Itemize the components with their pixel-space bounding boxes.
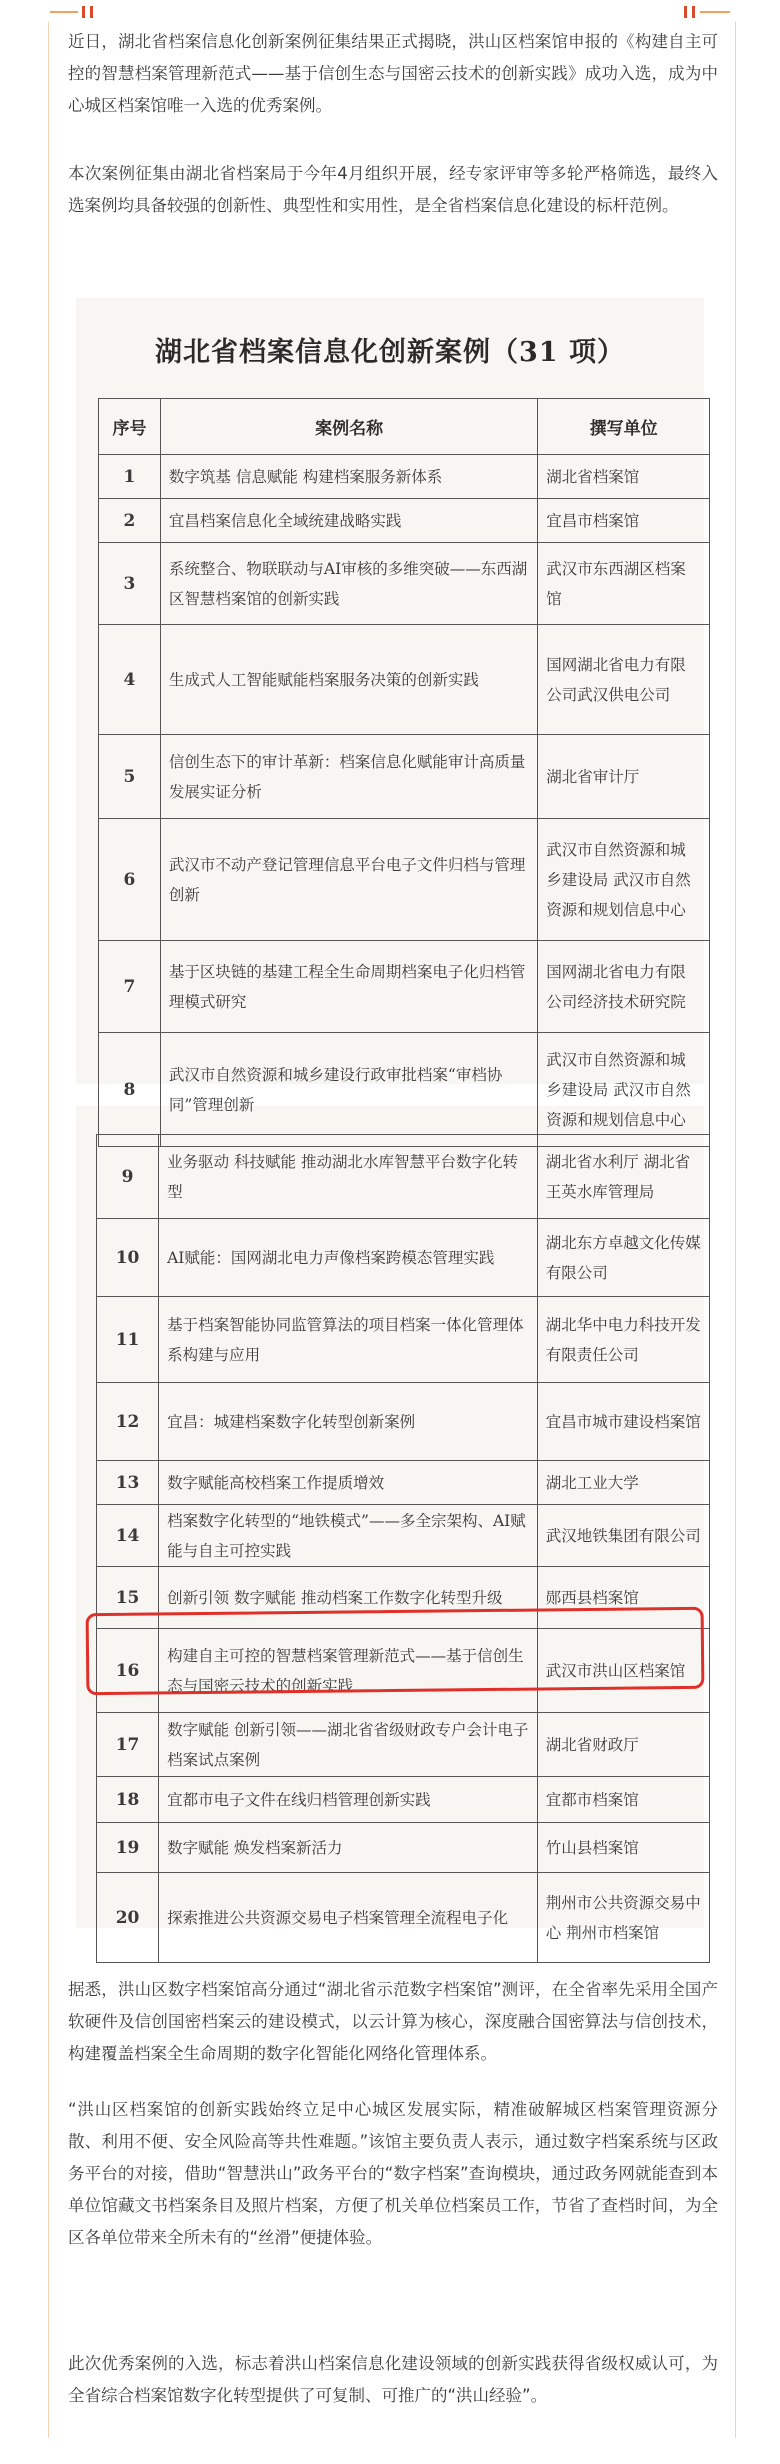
cell-unit: 国网湖北省电力有限公司武汉供电公司 (538, 625, 710, 735)
table-row (97, 1873, 710, 1963)
header-name: 案例名称 (160, 399, 537, 455)
cell-unit: 武汉市自然资源和城乡建设局 武汉市自然资源和规划信息中心 (538, 1033, 710, 1147)
cell-unit: 湖北省档案馆 (538, 455, 710, 499)
table-row (99, 819, 710, 941)
case-table-part-2 (96, 1134, 710, 1963)
ribbon-tick (82, 6, 85, 18)
table-row (99, 625, 710, 735)
cell-unit: 宜昌市档案馆 (538, 499, 710, 543)
header-ribbon (0, 0, 780, 22)
cell-unit: 湖北省水利厅 湖北省王英水库管理局 (537, 1135, 709, 1219)
cell-name: 宜昌档案信息化全域统建战略实践 (160, 499, 537, 543)
cell-unit: 湖北省财政厅 (537, 1713, 709, 1777)
cell-num: 2 (99, 499, 161, 543)
cell-num: 16 (97, 1629, 159, 1713)
ribbon-tick (684, 6, 687, 18)
table-row (99, 735, 710, 819)
cell-num: 7 (99, 941, 161, 1033)
cell-num: 11 (97, 1297, 159, 1383)
cell-num: 1 (99, 455, 161, 499)
cell-name: 基于区块链的基建工程全生命周期档案电子化归档管理模式研究 (160, 941, 537, 1033)
cell-unit: 湖北工业大学 (537, 1461, 709, 1505)
case-table-part-1 (98, 398, 710, 1147)
ribbon-line-left (50, 11, 78, 13)
cell-name: 数字筑基 信息赋能 构建档案服务新体系 (160, 455, 537, 499)
cell-name: 生成式人工智能赋能档案服务决策的创新实践 (160, 625, 537, 735)
table-row (97, 1219, 710, 1297)
cell-num: 5 (99, 735, 161, 819)
table-row (99, 455, 710, 499)
header-num: 序号 (99, 399, 161, 455)
scan-table-title: 湖北省档案信息化创新案例（31 项） (155, 337, 625, 368)
paragraph-quote: “洪山区档案馆的创新实践始终立足中心城区发展实际，精准破解城区档案管理资源分散、利用不便、安全风险高等共性难题。”该馆主要负责人表示，通过数字档案系统与区政务平台的对接，借助“智慧洪山”政务平台的“数字档案”查询模块，通过政务网就能查到本单位馆藏文书档案条目及照片档案，方便了机关单位档案员工作，节省了查档时间，为全区各单位带来全所未有的“丝滑”便捷体验。 (68, 2100, 718, 2247)
cell-unit: 郧西县档案馆 (537, 1567, 709, 1629)
cell-unit: 武汉地铁集团有限公司 (537, 1505, 709, 1567)
cell-name: AI赋能：国网湖北电力声像档案跨模态管理实践 (159, 1219, 538, 1297)
table-row (99, 499, 710, 543)
cell-unit: 竹山县档案馆 (537, 1823, 709, 1873)
cell-num: 3 (99, 543, 161, 625)
cell-unit: 荆州市公共资源交易中心 荆州市档案馆 (537, 1873, 709, 1963)
table-row (97, 1505, 710, 1567)
table-row (99, 543, 710, 625)
cell-name: 业务驱动 科技赋能 推动湖北水库智慧平台数字化转型 (159, 1135, 538, 1219)
cell-name: 构建自主可控的智慧档案管理新范式——基于信创生态与国密云技术的创新实践 (159, 1629, 538, 1713)
cell-name: 数字赋能 创新引领——湖北省省级财政专户会计电子档案试点案例 (159, 1713, 538, 1777)
cell-name: 创新引领 数字赋能 推动档案工作数字化转型升级 (159, 1567, 538, 1629)
cell-name: 武汉市不动产登记管理信息平台电子文件归档与管理创新 (160, 819, 537, 941)
table-row (97, 1297, 710, 1383)
cell-num: 13 (97, 1461, 159, 1505)
cell-name: 数字赋能高校档案工作提质增效 (159, 1461, 538, 1505)
cell-num: 8 (99, 1033, 161, 1147)
cell-unit: 武汉市洪山区档案馆 (537, 1629, 709, 1713)
ribbon-tick (90, 6, 93, 18)
cell-num: 4 (99, 625, 161, 735)
table-row (97, 1823, 710, 1873)
table-row (97, 1777, 710, 1823)
cell-num: 20 (97, 1873, 159, 1963)
cell-num: 9 (97, 1135, 159, 1219)
cell-name: 基于档案智能协同监管算法的项目档案一体化管理体系构建与应用 (159, 1297, 538, 1383)
paragraph-conclusion: 此次优秀案例的入选，标志着洪山档案信息化建设领域的创新实践获得省级权威认可，为全省综合档案馆数字化转型提供了可复制、可推广的“洪山经验”。 (68, 2354, 718, 2405)
cell-unit: 国网湖北省电力有限公司经济技术研究院 (538, 941, 710, 1033)
cell-name: 探索推进公共资源交易电子档案管理全流程电子化 (159, 1873, 538, 1963)
cell-num: 6 (99, 819, 161, 941)
cell-name: 系统整合、物联联动与AI审核的多维突破——东西湖区智慧档案馆的创新实践 (160, 543, 537, 625)
cell-name: 宜昌：城建档案数字化转型创新案例 (159, 1383, 538, 1461)
ribbon-tick (692, 6, 695, 18)
paragraph-selection: 本次案例征集由湖北省档案局于今年4月组织开展，经专家评审等多轮严格筛选，最终入选案例均具备较强的创新性、典型性和实用性，是全省档案信息化建设的标杆范例。 (68, 164, 718, 215)
cell-num: 18 (97, 1777, 159, 1823)
cell-unit: 湖北华中电力科技开发有限责任公司 (537, 1297, 709, 1383)
cell-unit: 湖北东方卓越文化传媒有限公司 (537, 1219, 709, 1297)
header-unit: 撰写单位 (538, 399, 710, 455)
cell-unit: 湖北省审计厅 (538, 735, 710, 819)
table-row (97, 1383, 710, 1461)
cell-unit: 宜昌市城市建设档案馆 (537, 1383, 709, 1461)
cell-name: 档案数字化转型的“地铁模式”——多全宗架构、AI赋能与自主可控实践 (159, 1505, 538, 1567)
table-row (97, 1461, 710, 1505)
cell-unit: 武汉市自然资源和城乡建设局 武汉市自然资源和规划信息中心 (538, 819, 710, 941)
cell-num: 10 (97, 1219, 159, 1297)
ribbon-line-right (700, 11, 730, 13)
cell-num: 19 (97, 1823, 159, 1873)
cell-unit: 武汉市东西湖区档案馆 (538, 543, 710, 625)
cell-num: 14 (97, 1505, 159, 1567)
paragraph-evaluation: 据悉，洪山区数字档案馆高分通过“湖北省示范数字档案馆”测评，在全省率先采用全国产软硬件及信创国密档案云的建设模式，以云计算为核心，深度融合国密算法与信创技术，构建覆盖档案全生命周期的数字化智能化网络化管理体系。 (68, 1980, 718, 2063)
table-header-row (99, 399, 710, 455)
cell-num: 17 (97, 1713, 159, 1777)
table-row (97, 1135, 710, 1219)
cell-name: 武汉市自然资源和城乡建设行政审批档案“审档协同”管理创新 (160, 1033, 537, 1147)
table-row (99, 1033, 710, 1147)
table-row (99, 941, 710, 1033)
cell-name: 宜都市电子文件在线归档管理创新实践 (159, 1777, 538, 1823)
cell-num: 15 (97, 1567, 159, 1629)
red-highlight-circle (86, 1607, 705, 1695)
cell-name: 数字赋能 焕发档案新活力 (159, 1823, 538, 1873)
paragraph-intro: 近日，湖北省档案信息化创新案例征集结果正式揭晓，洪山区档案馆申报的《构建自主可控的智慧档案管理新范式——基于信创生态与国密云技术的创新实践》成功入选，成为中心城区档案馆唯一入选的优秀案例。 (68, 32, 718, 115)
table-row (97, 1713, 710, 1777)
cell-num: 12 (97, 1383, 159, 1461)
cell-name: 信创生态下的审计革新：档案信息化赋能审计高质量发展实证分析 (160, 735, 537, 819)
cell-unit: 宜都市档案馆 (537, 1777, 709, 1823)
